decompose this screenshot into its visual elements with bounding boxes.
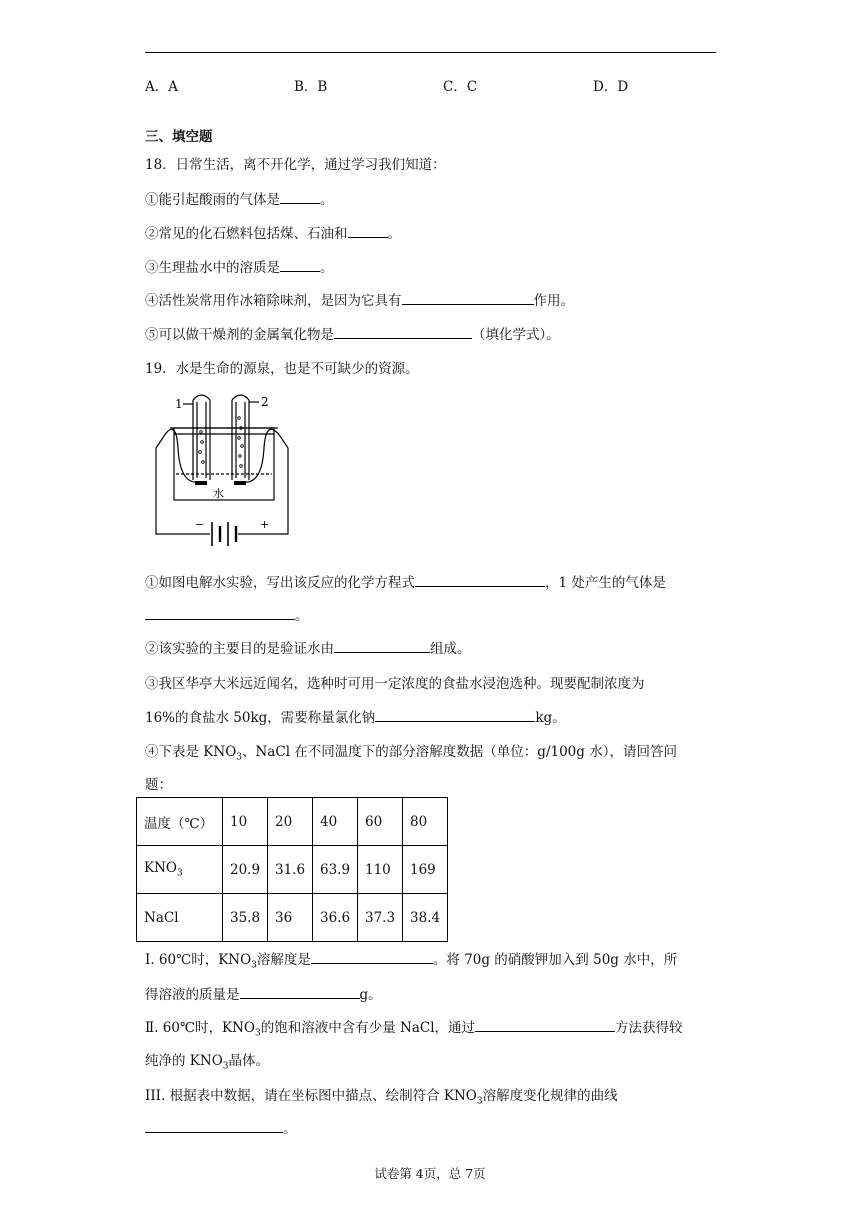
table-cell: 169 (403, 846, 448, 894)
table-cell: 60 (358, 798, 403, 846)
table-row (137, 798, 448, 846)
answer-blank[interactable] (145, 1119, 283, 1134)
table-cell: 20.9 (223, 846, 268, 894)
q19-item-1: ①如图电解水实验，写出该反应的化学方程式 ，1 处产生的气体是 (145, 571, 666, 591)
answer-blank[interactable] (475, 1018, 615, 1033)
option-c: C．C (443, 79, 478, 95)
table-cell: 110 (358, 846, 403, 894)
q18-stem: 18．日常生活，离不开化学，通过学习我们知道： (145, 157, 446, 173)
table-cell: 温度（℃） (137, 798, 223, 846)
option-b: B．B (294, 79, 328, 95)
q19-stem: 19．水是生命的源泉，也是不可缺少的资源。 (145, 361, 419, 377)
table-cell: 20 (268, 798, 313, 846)
q19-sub3-line1: III. 根据表中数据，请在坐标图中描点、绘制符合 $KNO_3$溶解度变化规律的曲线 (145, 1088, 618, 1107)
table-cell: 37.3 (358, 894, 403, 942)
table-row (137, 846, 448, 894)
q19-item-4-line1: ④下表是 $KNO_3$、NaCl 在不同温度下的部分溶解度数据（单位：g/100g 水），请回答问 (145, 744, 677, 763)
answer-blank[interactable] (334, 639, 430, 654)
table-cell: 10 (223, 798, 268, 846)
q18-item-4: ④活性炭常用作冰箱除味剂，是因为它具有 作用。 (145, 289, 574, 309)
q19-sub1-line1: Ⅰ. 60℃时，$KNO_3$溶解度是 。将 70g 的硝酸钾加入到 50g 水中，所 (145, 948, 677, 971)
table-cell: NaCl (137, 894, 223, 942)
answer-blank[interactable] (145, 606, 295, 621)
answer-blank[interactable] (280, 190, 320, 205)
table-cell: 63.9 (313, 846, 358, 894)
q18-item-3: ③生理盐水中的溶质是 。 (145, 256, 334, 276)
electrolysis-apparatus-figure (150, 388, 295, 553)
table-cell: 38.4 (403, 894, 448, 942)
option-d: D．D (593, 79, 629, 95)
minus-label: − (195, 518, 205, 531)
answer-blank[interactable] (311, 950, 433, 965)
tube-2-label: 2 (261, 395, 269, 409)
table-cell: $KNO_3$ (137, 846, 223, 894)
answer-blank[interactable] (402, 291, 534, 306)
tube-1-label: 1 (175, 397, 183, 411)
table-cell: 40 (313, 798, 358, 846)
answer-blank[interactable] (375, 708, 535, 723)
answer-blank[interactable] (334, 325, 472, 340)
q19-sub1-line2: 得溶液的质量是 g。 (145, 983, 382, 1003)
answer-blank[interactable] (240, 985, 360, 1000)
table-cell: 80 (403, 798, 448, 846)
q18-item-1: ①能引起酸雨的气体是 。 (145, 188, 334, 208)
table-cell: 36.6 (313, 894, 358, 942)
page-footer: 试卷第 4页，总 7页 (374, 1166, 486, 1181)
q19-item-3-line2: 16%的食盐水 50kg，需要称量氯化钠 kg。 (145, 706, 566, 726)
top-rule (145, 52, 716, 53)
q19-item-4-line2: 题： (145, 777, 172, 793)
q19-sub2-line1: Ⅱ. 60℃时，$KNO_3$的饱和溶液中含有少量 NaCl，通过 方法获得较 (145, 1016, 683, 1039)
table-cell: 36 (268, 894, 313, 942)
q19-sub2-line2: 纯净的 $KNO_3$晶体。 (145, 1053, 269, 1072)
q19-item-2: ②该实验的主要目的是验证水由 组成。 (145, 637, 471, 657)
q19-sub3-line2: 。 (145, 1117, 297, 1137)
solubility-table (136, 797, 448, 942)
table-cell: 31.6 (268, 846, 313, 894)
plus-label: + (260, 518, 270, 531)
water-label: 水 (213, 487, 224, 500)
option-a: A．A (145, 79, 178, 95)
answer-blank[interactable] (415, 573, 545, 588)
q18-item-5: ⑤可以做干燥剂的金属氧化物是 （填化学式）。 (145, 323, 560, 343)
answer-blank[interactable] (280, 258, 320, 273)
section-title: 三、填空题 (145, 129, 213, 145)
table-row (137, 894, 448, 942)
answer-blank[interactable] (348, 224, 388, 239)
table-cell: 35.8 (223, 894, 268, 942)
q18-item-2: ②常见的化石燃料包括煤、石油和 。 (145, 222, 401, 242)
q19-item-3-line1: ③我区华亭大米远近闻名，选种时可用一定浓度的食盐水浸泡选种。现要配制浓度为 (145, 676, 645, 692)
q19-item-1-cont: 。 (145, 604, 309, 624)
